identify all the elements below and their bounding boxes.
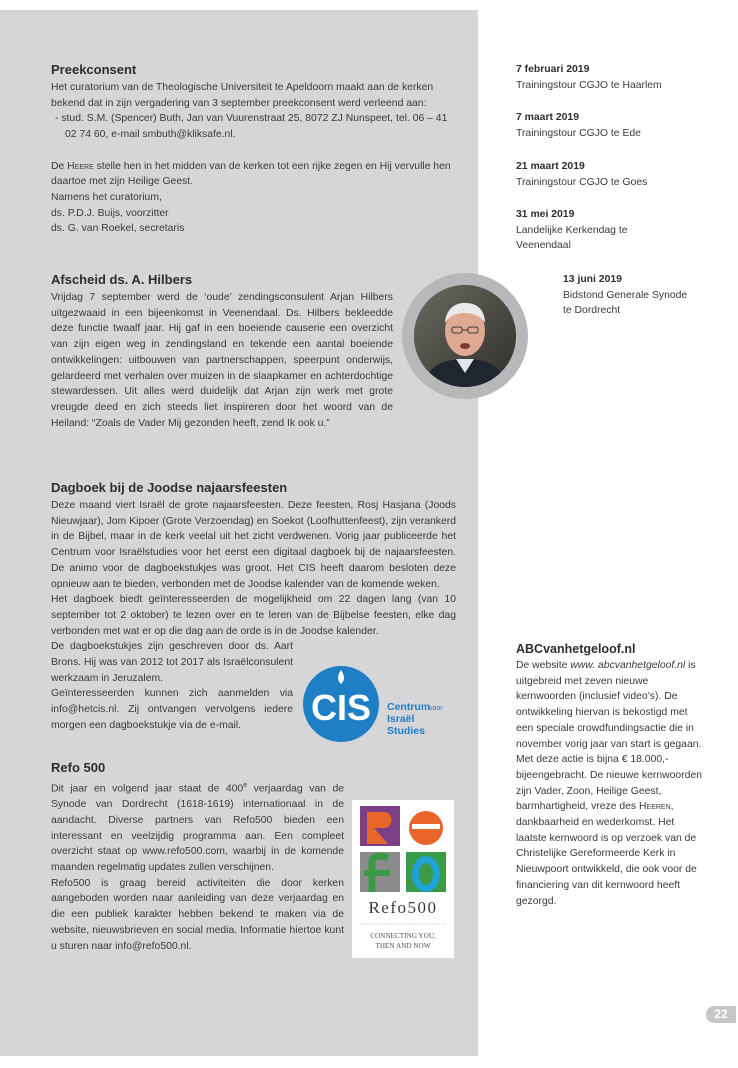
- preekconsent-intro: Het curatorium van de Theologische Universiteit te Apeldoorn maakt aan de kerken bekend dat in zijn vergadering van 3 september preekconsent werd verleend aan:: [51, 82, 434, 109]
- preekconsent-blessing: De Heere stelle hen in het midden van de kerken tot een rijke zegen en Hij vervulle hen daartoe met zijn Heilige Geest.: [51, 160, 451, 188]
- agenda-date: 31 mei 2019: [516, 209, 575, 220]
- agenda-item: [563, 272, 688, 319]
- refo-title: Refo 500: [51, 760, 106, 775]
- cis-logo-line1: Centrum: [387, 701, 431, 713]
- preekconsent-title: Preekconsent: [51, 62, 137, 77]
- agenda-event: Trainingstour CGJO te Ede: [516, 127, 641, 139]
- abc-section: [516, 641, 706, 909]
- cis-logo-line3: Studies: [387, 725, 425, 737]
- preekconsent-signer-1: ds. P.D.J. Buijs, voorzitter: [51, 207, 169, 219]
- agenda-date: 7 maart 2019: [516, 112, 579, 123]
- refo500-logo: [352, 800, 454, 958]
- refo-paragraph-2: Refo500 is graag bereid activiteiten die door kerken aangeboden worden naar aanleiding van deze verjaardag en die een publiek karakter hebben bekend te maken via de website, nieuwsbrieven en social media. Informatie hiertoe kunt u sturen naar info@refo500.nl.: [51, 877, 344, 952]
- refo-paragraph-1: Dit jaar en volgend jaar staat de 400e verjaardag van de Synode van Dordrecht (1618-1619) internationaal in de aandacht. Diverse partners van Refo500 bieden een interessant en veelzijdig programma aan. Een compleet overzicht staat op www.refo500.com, waarbij in de komende maanden regelmatig updates zullen verschijnen.: [51, 782, 345, 873]
- dagboek-paragraph-1: Deze maand viert Israël de grote najaarsfeesten. Deze feesten, Rosj Hasjana (Joods Nieuwjaar), Jom Kipoer (Grote Verzoendag) en Soekot (Loofhuttenfeest), zijn verankerd in de Bijbel, maar in de kerk veelal uit het zicht verdwenen. Vorig jaar publiceerde het Centrum voor Israëlstudies voor het eerst een digitaal dagboek bij de najaarsfeesten. De animo voor de dagboekstukjes was groot. Het CIS heeft daarom besloten deze opnieuw aan te bieden, verbonden met de Joodse kalender van de komende weken.: [51, 500, 456, 590]
- agenda-event: Trainingstour CGJO te Goes: [516, 176, 648, 188]
- preekconsent-section: [51, 62, 456, 237]
- agenda-event: Trainingstour CGJO te Haarlem: [516, 79, 662, 91]
- agenda-date: 13 juni 2019: [563, 274, 622, 285]
- afscheid-section: [51, 272, 393, 431]
- abc-body: De website www. abcvanhetgeloof.nl is uitgebreid met zeven nieuwe kernwoorden (inclusief video’s). De ontwikkeling hiervan is bekostigd met een speciale crowdfundingsactie die in november vorig jaar van start is gegaan. Met deze actie is bijna € 18.000,- bijeengebracht. De nieuwe kernwoorden zijn Vader, Zoon, Heilige Geest, barmhartigheid, vreze des Heeren, dankbaarheid en wederkomst. Het laatste kernwoord is op verzoek van de Christelijke Gereformeerde Kerk in Nieuwpoort ontwikkeld, die ook voor de financiering van dit kernwoord heeft gezorgd.: [516, 660, 702, 907]
- agenda-item: [516, 207, 651, 254]
- portrait-photo: [414, 285, 516, 387]
- abc-title: ABCvanhetgeloof.nl: [516, 642, 636, 656]
- cis-logo-line2: Israël: [387, 713, 415, 725]
- dagboek-paragraph-4: Geïnteresseerden kunnen zich aanmelden via info@hetcis.nl. Zij ontvangen vervolgens iedere morgen een dagboekstukje via de e-mail.: [51, 688, 293, 731]
- agenda-item: [516, 159, 696, 190]
- agenda-event: Bidstond Generale Synode te Dordrecht: [563, 289, 688, 317]
- dagboek-paragraph-2: Het dagboek biedt geïnteresseerden de mogelijkheid om 22 dagen lang (van 10 september tot 2 oktober) te lezen over en te leren van de Bijbelse feesten, elke dag verbonden met wat er op die dag aan de orde is in de Joodse kalender.: [51, 594, 456, 637]
- preekconsent-item: - stud. S.M. (Spencer) Buth, Jan van Vuurenstraat 25, 8072 ZJ Nunspeet, tel. 06 – 41 02 74 60, e-mail smbuth@kliksafe.nl.: [55, 113, 448, 141]
- refo-logo-wordmark: Refo500: [368, 898, 438, 917]
- refo-logo-tagline-2: THEN AND NOW: [375, 942, 431, 950]
- refo-logo-tagline-1: CONNECTING YOU,: [370, 932, 436, 940]
- afscheid-body: Vrijdag 7 september werd de ‘oude’ zendingsconsulent Arjan Hilbers uitgezwaaid in een bijeenkomst in Veenendaal. Ds. Hilbers bekleedde deze functie twaalf jaar. Hij gaf in een boeiende causerie een overzicht van zijn eigen weg in zendingsland en tekende een aantal boeiende ontwikkelingen: uitbouwen van partnerschappen, speerpunt onderwijs, gelardeerd met verhalen over muizen in de slaapkamer en achterdochtige stewardessen. Uit alles werd duidelijk dat Arjan zijn werk met grote vreugde deed en zich steeds liet inspireren door het woord van de Heiland: “Zoals de Vader Mij gezonden heeft, zend Ik ook u.”: [51, 292, 393, 429]
- refo-section: [51, 760, 344, 954]
- agenda-event: Landelijke Kerkendag te Veenendaal: [516, 224, 628, 252]
- page-number: 22: [706, 1006, 736, 1023]
- preekconsent-closing: Namens het curatorium,: [51, 191, 162, 203]
- agenda-date: 21 maart 2019: [516, 161, 585, 172]
- afscheid-title: Afscheid ds. A. Hilbers: [51, 272, 193, 287]
- cis-logo-mark: CIS: [310, 687, 372, 728]
- cis-logo-line1b: voor: [429, 705, 443, 712]
- agenda-item: [516, 110, 696, 141]
- agenda-date: 7 februari 2019: [516, 64, 590, 75]
- agenda-item: [516, 62, 696, 93]
- dagboek-paragraph-3: De dagboekstukjes zijn geschreven door ds. Aart Brons. Hij was van 2012 tot 2017 als Israëlconsulent werkzaam in Jeruzalem.: [51, 641, 293, 684]
- cis-logo: [301, 664, 461, 744]
- preekconsent-signer-2: ds. G. van Roekel, secretaris: [51, 223, 185, 235]
- dagboek-title: Dagboek bij de Joodse najaarsfeesten: [51, 480, 288, 495]
